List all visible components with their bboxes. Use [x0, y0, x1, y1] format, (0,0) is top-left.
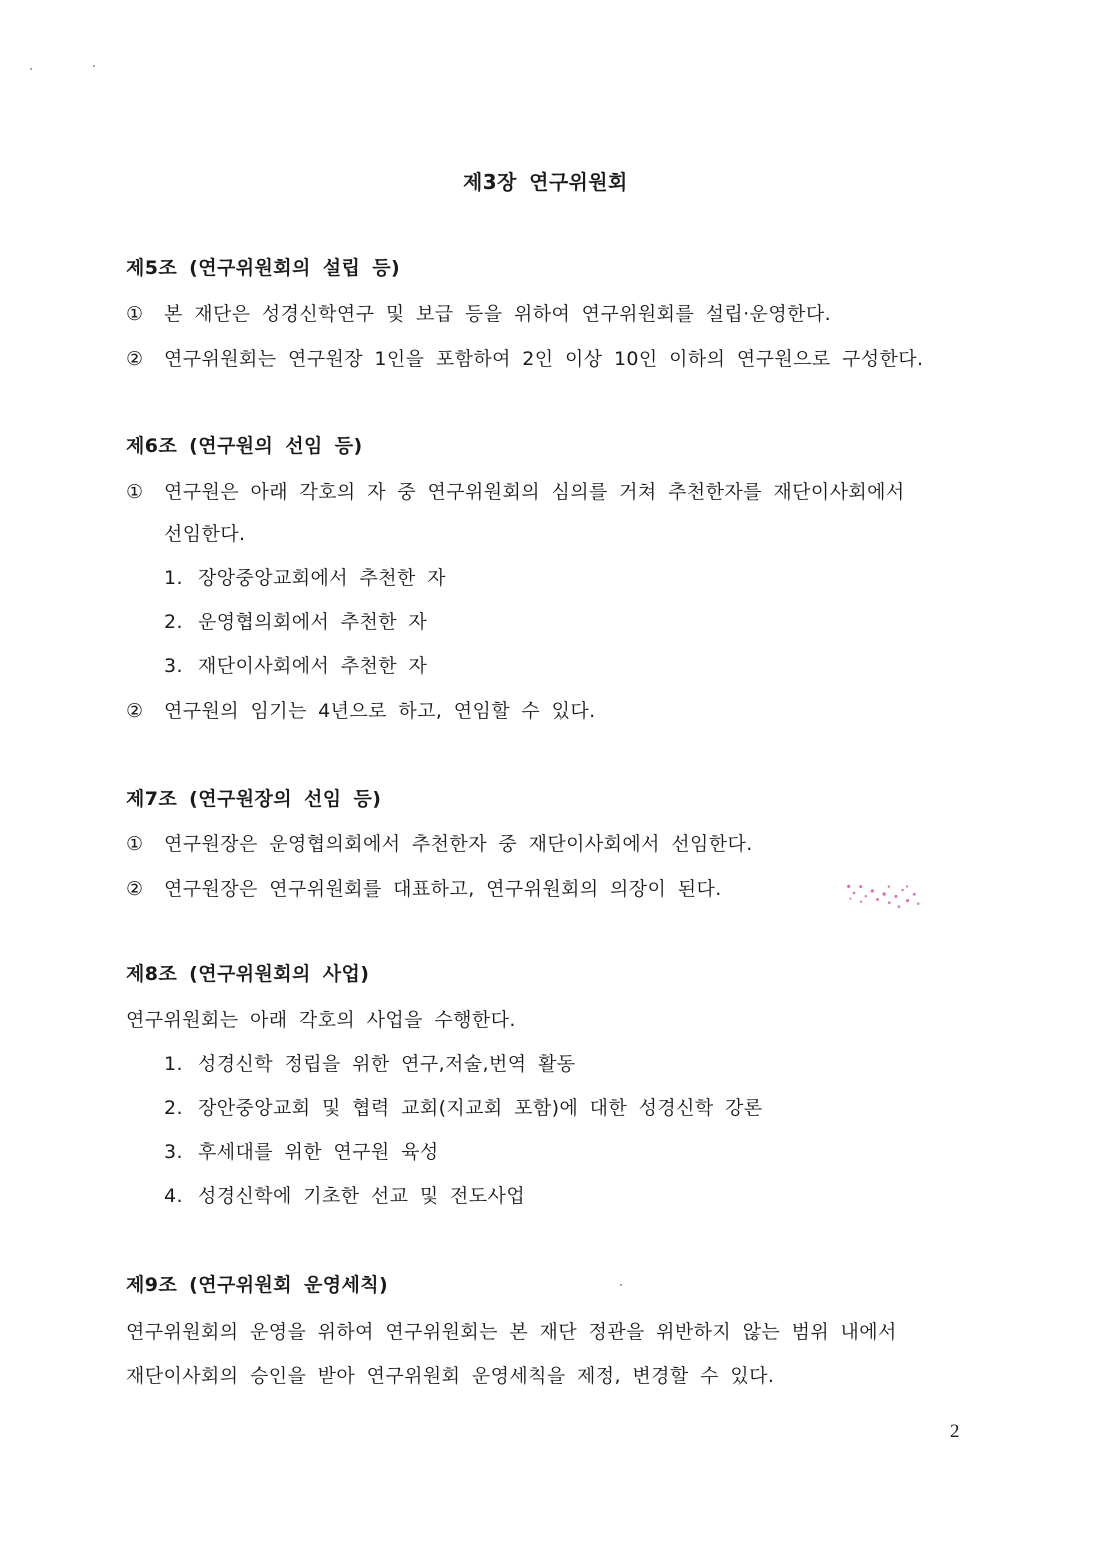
- circled-number: ②: [126, 348, 144, 370]
- article-8-intro: 연구위원회는 아래 각호의 사업을 수행한다.: [126, 1009, 516, 1031]
- item-text: 연구원장은 연구위원회를 대표하고, 연구위원회의 의장이 된다.: [164, 878, 722, 900]
- article-6-item-1-continuation: 선임한다.: [164, 523, 246, 545]
- scan-speck: [93, 65, 95, 67]
- article-7-heading: 제7조 (연구원장의 선임 등): [126, 788, 382, 810]
- article-6-sub-3: [164, 654, 427, 678]
- page-number: 2: [950, 1421, 960, 1442]
- scan-speck: [30, 68, 32, 70]
- article-8-sub-4: [164, 1184, 525, 1208]
- item-text: 본 재단은 성경신학연구 및 보급 등을 위하여 연구위원회를 설립·운영한다.: [164, 303, 832, 325]
- scan-speck: [620, 1284, 622, 1286]
- article-6-sub-1: [164, 566, 446, 590]
- item-text: 연구원의 임기는 4년으로 하고, 연임할 수 있다.: [164, 700, 596, 722]
- article-8-heading: 제8조 (연구위원회의 사업): [126, 963, 370, 985]
- item-text: 연구원장은 운영협의회에서 추천한자 중 재단이사회에서 선임한다.: [164, 833, 753, 855]
- list-text: 재단이사회에서 추천한 자: [198, 655, 428, 677]
- article-5-item-2: [126, 347, 923, 371]
- list-text: 성경신학 정립을 위한 연구,저술,번역 활동: [198, 1053, 576, 1075]
- article-9-line-1: 연구위원회의 운영을 위하여 연구위원회는 본 재단 정관을 위반하지 않는 범위 내에서: [126, 1321, 897, 1343]
- list-number: 4.: [164, 1185, 183, 1207]
- list-number: 3.: [164, 655, 183, 677]
- list-text: 성경신학에 기초한 선교 및 전도사업: [198, 1185, 526, 1207]
- circled-number: ②: [126, 700, 144, 722]
- list-number: 1.: [164, 567, 183, 589]
- article-8-sub-3: [164, 1140, 439, 1164]
- article-6-item-1: [126, 480, 905, 504]
- article-6-item-2: [126, 699, 596, 723]
- list-number: 2.: [164, 1097, 183, 1119]
- list-number: 2.: [164, 611, 183, 633]
- article-8-sub-2: [164, 1096, 763, 1120]
- article-9-heading: 제9조 (연구위원회 운영세칙): [126, 1274, 389, 1296]
- circled-number: ①: [126, 481, 144, 503]
- article-8-sub-1: [164, 1052, 575, 1076]
- article-5-item-1: [126, 302, 831, 326]
- stamp-mark: [841, 876, 926, 914]
- circled-number: ①: [126, 303, 144, 325]
- article-9-line-2: 재단이사회의 승인을 받아 연구위원회 운영세칙을 제정, 변경할 수 있다.: [126, 1365, 775, 1387]
- list-text: 장앙중앙교회에서 추천한 자: [198, 567, 446, 589]
- article-5-heading: 제5조 (연구위원회의 설립 등): [126, 257, 401, 279]
- list-text: 운영협의회에서 추천한 자: [198, 611, 428, 633]
- article-6-sub-2: [164, 610, 427, 634]
- chapter-title: 제3장 연구위원회: [463, 170, 628, 194]
- list-number: 1.: [164, 1053, 183, 1075]
- article-6-heading: 제6조 (연구원의 선임 등): [126, 435, 363, 457]
- article-7-item-2: [126, 877, 722, 901]
- article-7-item-1: [126, 832, 753, 856]
- item-text: 연구원은 아래 각호의 자 중 연구위원회의 심의를 거쳐 추천한자를 재단이사회에서: [164, 481, 905, 503]
- circled-number: ①: [126, 833, 144, 855]
- item-text: 연구위원회는 연구원장 1인을 포함하여 2인 이상 10인 이하의 연구원으로 구성한다.: [164, 348, 924, 370]
- list-text: 장안중앙교회 및 협력 교회(지교회 포함)에 대한 성경신학 강론: [198, 1097, 763, 1119]
- list-number: 3.: [164, 1141, 183, 1163]
- list-text: 후세대를 위한 연구원 육성: [198, 1141, 439, 1163]
- circled-number: ②: [126, 878, 144, 900]
